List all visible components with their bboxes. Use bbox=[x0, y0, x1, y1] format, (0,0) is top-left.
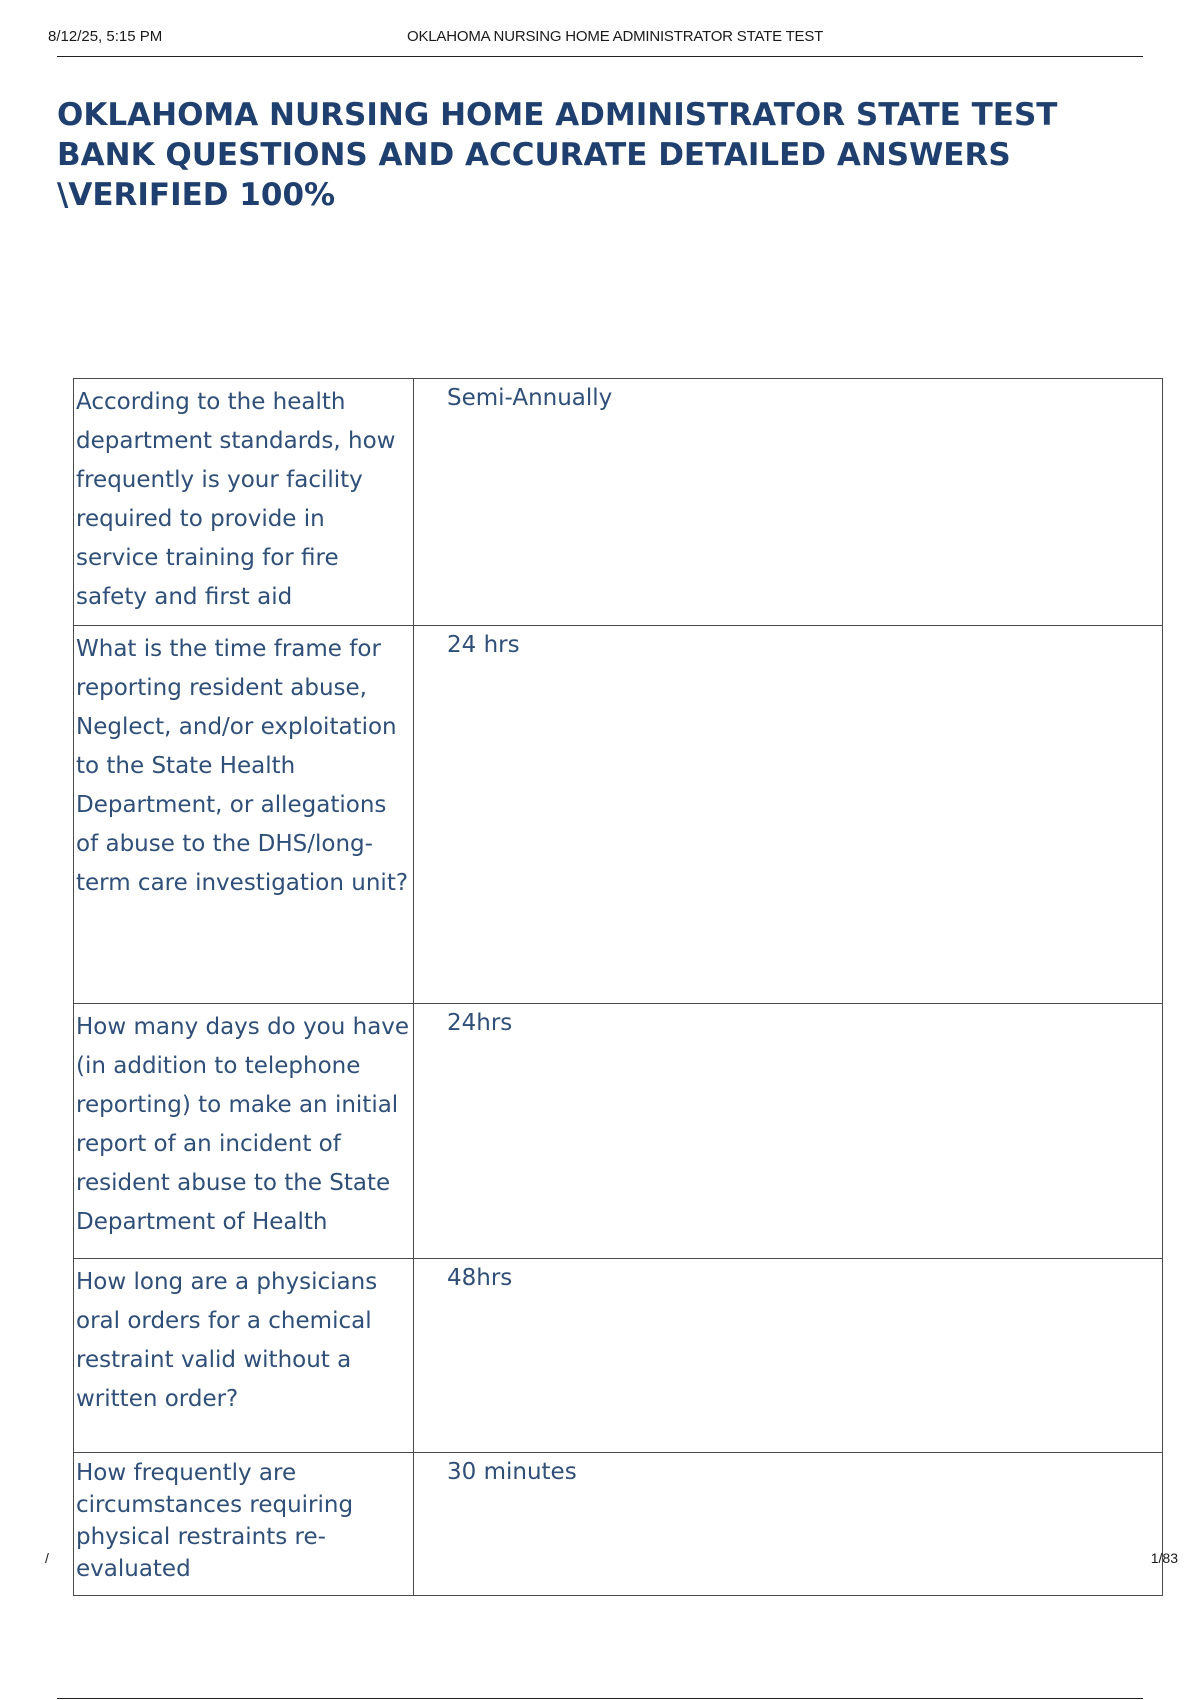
page-title: OKLAHOMA NURSING HOME ADMINISTRATOR STATE TEST BANK QUESTIONS AND ACCURATE DETAILED ANSWERS \VERIFIED 100% bbox=[57, 97, 1058, 213]
table-row bbox=[74, 1004, 1163, 1259]
answer-cell: 24 hrs bbox=[414, 626, 1163, 1004]
print-document-title: OKLAHOMA NURSING HOME ADMINISTRATOR STATE TEST bbox=[407, 28, 824, 45]
question-cell: What is the time frame for reporting resident abuse, Neglect, and/or exploitation to the State Health Department, or allegations of abuse to the DHS/long-term care investigation unit? bbox=[74, 626, 414, 1004]
question-cell: How long are a physicians oral orders for a chemical restraint valid without a written order? bbox=[74, 1259, 414, 1453]
print-datetime: 8/12/25, 5:15 PM bbox=[48, 28, 163, 45]
header-divider bbox=[57, 56, 1143, 57]
footer-divider bbox=[57, 1698, 1143, 1699]
table-row bbox=[74, 1453, 1163, 1596]
question-cell: According to the health department standards, how frequently is your facility required to provide in service training for fire safety and first aid bbox=[74, 379, 414, 626]
question-cell: How frequently are circumstances requiring physical restraints re-evaluated bbox=[74, 1453, 414, 1596]
answer-cell: 48hrs bbox=[414, 1259, 1163, 1453]
page-number: 1/83 bbox=[1150, 1550, 1178, 1566]
answer-cell: 30 minutes bbox=[414, 1453, 1163, 1596]
answer-cell: Semi-Annually bbox=[414, 379, 1163, 626]
answer-cell: 24hrs bbox=[414, 1004, 1163, 1259]
print-url: / bbox=[45, 1550, 49, 1566]
question-cell: How many days do you have (in addition to telephone reporting) to make an initial report of an incident of resident abuse to the State Department of Health bbox=[74, 1004, 414, 1259]
print-header bbox=[48, 28, 1142, 48]
table-row bbox=[74, 379, 1163, 626]
print-footer bbox=[45, 1550, 1178, 1570]
table-row bbox=[74, 626, 1163, 1004]
qa-table bbox=[73, 378, 1163, 1596]
table-row bbox=[74, 1259, 1163, 1453]
